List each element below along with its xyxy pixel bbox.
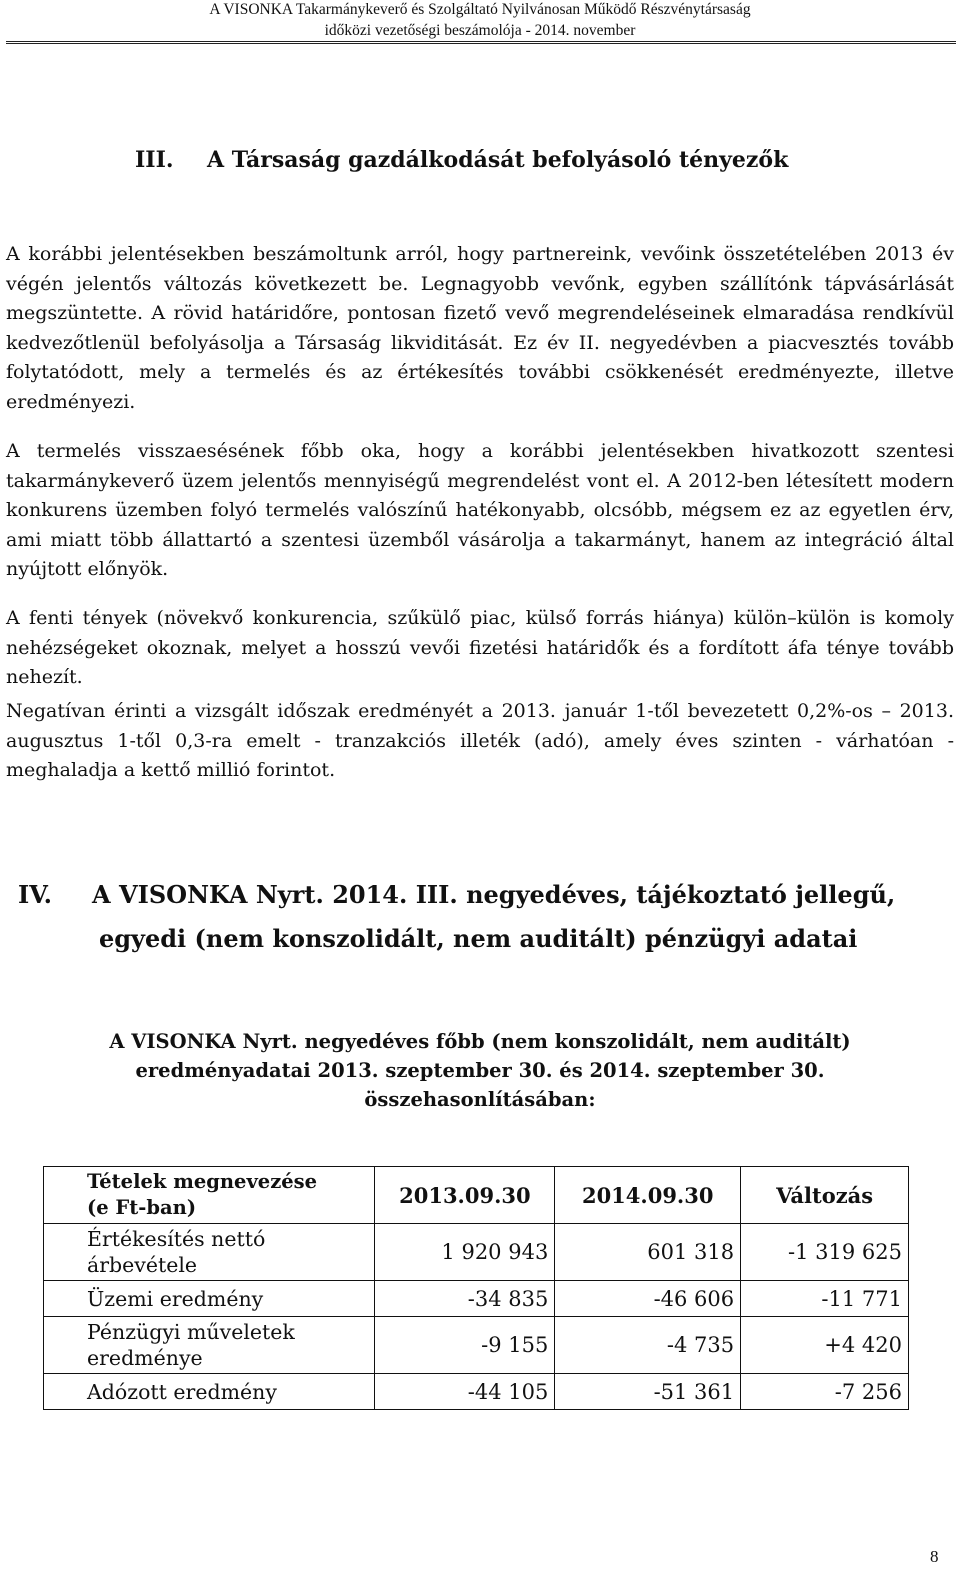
- table-caption: [0, 1027, 960, 1114]
- row-name-line-2: árbevétele: [87, 1253, 198, 1277]
- section-4-heading: [18, 873, 958, 961]
- section-4-number: IV.: [18, 880, 53, 909]
- header-item-name-line-2: (e Ft-ban): [87, 1196, 197, 1219]
- row-name: [44, 1317, 375, 1374]
- header-report-title: időközi vezetőségi beszámolója - 2014. november: [324, 22, 636, 39]
- section-4-title-line-2: egyedi (nem konszolidált, nem auditált) pénzügyi adatai: [99, 924, 858, 953]
- header-change: Változás: [741, 1167, 909, 1224]
- row-value-2014: -46 606: [555, 1281, 741, 1317]
- row-name: Adózott eredmény: [44, 1374, 375, 1410]
- row-name-line-1: Értékesítés nettó: [87, 1227, 266, 1251]
- table-row: [44, 1374, 909, 1410]
- row-value-2014: 601 318: [555, 1224, 741, 1281]
- section-4-title-line-1: A VISONKA Nyrt. 2014. III. negyedéves, tájékoztató jellegű,: [92, 880, 896, 909]
- paragraph-1: [6, 240, 954, 417]
- page-number: 8: [930, 1547, 939, 1566]
- table-row: [44, 1281, 909, 1317]
- table-header-row: [44, 1167, 909, 1224]
- paragraph-2: [6, 437, 954, 585]
- row-value-change: -1 319 625: [741, 1224, 909, 1281]
- header-item-name-line-1: Tételek megnevezése: [87, 1170, 318, 1193]
- section-3-number: III.: [135, 147, 174, 173]
- row-value-2013: -44 105: [375, 1374, 555, 1410]
- header-divider: [6, 41, 956, 44]
- header-2014: 2014.09.30: [555, 1167, 741, 1224]
- row-value-2014: -4 735: [555, 1317, 741, 1374]
- row-value-2013: -9 155: [375, 1317, 555, 1374]
- results-table: [43, 1166, 909, 1410]
- row-name: Üzemi eredmény: [44, 1281, 375, 1317]
- row-value-2013: 1 920 943: [375, 1224, 555, 1281]
- table-caption-line-3: összehasonlításában:: [364, 1088, 596, 1111]
- row-value-change: -11 771: [741, 1281, 909, 1317]
- row-value-change: -7 256: [741, 1374, 909, 1410]
- table-row: [44, 1317, 909, 1374]
- header-2013: 2013.09.30: [375, 1167, 555, 1224]
- row-value-2013: -34 835: [375, 1281, 555, 1317]
- table-caption-line-2: eredményadatai 2013. szeptember 30. és 2014. szeptember 30.: [135, 1059, 825, 1082]
- paragraph-3: [6, 604, 954, 693]
- table-caption-line-1: A VISONKA Nyrt. negyedéves főbb (nem konszolidált, nem auditált): [109, 1030, 851, 1053]
- header-item-name: [44, 1167, 375, 1224]
- row-value-2014: -51 361: [555, 1374, 741, 1410]
- row-name-line-2: eredménye: [87, 1346, 203, 1370]
- paragraph-4: [6, 697, 954, 786]
- row-name: [44, 1224, 375, 1281]
- table-row: [44, 1224, 909, 1281]
- row-name-line-1: Pénzügyi műveletek: [87, 1320, 295, 1344]
- page-header: [0, 0, 960, 41]
- paragraph-2-text: A termelés visszaesésének főbb oka, hogy a korábbi jelentésekben hivatkozott szentesi takarmánykeverő üzem jelentős mennyiségű megrendelést vont el. A 2012-ben létesített modern konkurens üzemben folyó termelés valószínű hatékonyabb, olcsóbb, mégsem ez az egyetlen érv, ami miatt több állattartó a szentesi üzemből vásárolja a takarmányt, hanem az integráció által nyújtott előnyök.: [6, 440, 954, 580]
- section-3-heading: [135, 147, 788, 173]
- row-value-change: +4 420: [741, 1317, 909, 1374]
- paragraph-1-text: A korábbi jelentésekben beszámoltunk arról, hogy partnereink, vevőink összetételében 2013 év végén jelentős változás következett be. Legnagyobb vevőnk, egyben szállítónk tápvásárlását megszüntette. A rövid határidőre, pontosan fizető vevő megrendeléseinek elmaradása rendkívül kedvezőtlenül befolyásolja a Társaság likviditását. Ez év II. negyedévben a piacvesztés tovább folytatódott, mely a termelés és az értékesítés további csökkenését eredményezte, illetve eredményezi.: [6, 243, 954, 413]
- paragraph-4-text: Negatívan érinti a vizsgált időszak eredményét a 2013. január 1-től bevezetett 0,2%-os – 2013. augusztus 1-től 0,3-ra emelt - tranzakciós illeték (adó), amely éves szinten - várhatóan - meghaladja a kettő millió forintot.: [6, 700, 954, 781]
- section-3-title: A Társaság gazdálkodását befolyásoló tényezők: [207, 147, 789, 173]
- header-company-name: A VISONKA Takarmánykeverő és Szolgáltató Nyilvánosan Működő Részvénytársaság: [209, 1, 751, 18]
- paragraph-3-text: A fenti tények (növekvő konkurencia, szűkülő piac, külső forrás hiánya) külön–külön is komoly nehézségeket okoznak, melyet a hosszú vevői fizetési határidők és a fordított áfa ténye tovább nehezít.: [6, 607, 954, 688]
